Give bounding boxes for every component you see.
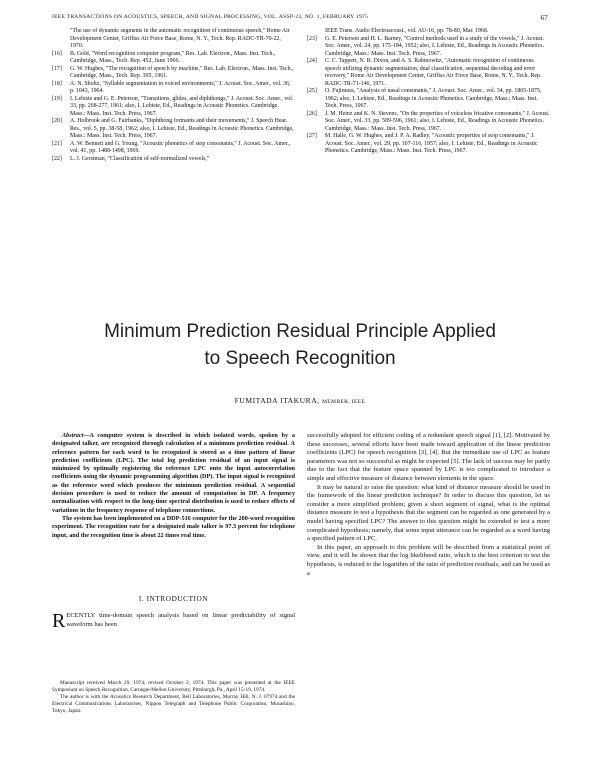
body-paragraph: It may be natural to raise the question: what kind of distance measure should be used in the framework of the linear prediction technique? In order to discuss this question, let us consider a more simplified problem; given a short segment of signal, what is the optimal distance measure to test a hypothesis that the segment can be regarded as one generated by a model having specified LPC? The answer to this question might be extended to test a more complicated hypothesis; namely, that some input utterance can be regarded as a word having a specified pattern of LPC. (307, 483, 550, 543)
body-paragraph: In this paper, an approach to this problem will be described from a statistical point of view, and it will be shown that the log likelihood ratio, which is the best criterion to test the hypothesis, is reduced to the logarithm of the ratio of prediction residuals, and can be used as a (307, 543, 550, 577)
intro-paragraph (52, 610, 295, 632)
reference-text: A. N. Sholtz, "Syllable segmentation in voiced environments," J. Acoust. Soc. Amer., vol. 36, p. 1043, 1964. (70, 80, 291, 94)
reference-text: B. Gold, "Word recognition computer program," Res. Lab. Electron., Mass. Inst. Tech., Cambridge, Mass., Tech. Rep. 452, June 1966. (70, 50, 276, 64)
footnote: Manuscript received March 29, 1974; revised October 2, 1974. This paper was presented at the IEEE Symposium on Speech Recognition, Carnegie-Mellon University, Pittsburgh, Pa., April 15-19, 1974. (52, 680, 295, 693)
reference-number: [16] (52, 50, 62, 57)
author-name: FUMITADA ITAKURA, (234, 396, 320, 405)
reference-number: [22] (52, 155, 62, 162)
author-line (0, 396, 600, 405)
running-header (52, 14, 548, 20)
title-line-2: to Speech Recognition (204, 348, 396, 369)
intro-text: ECENTLY time-domain speech analysis based on linear predictability of signal waveform has been (66, 612, 295, 628)
reference-number: [26] (307, 110, 317, 117)
reference-item (52, 28, 295, 51)
reference-text: "The use of dynamic segments in the automatic recognition of continuous speech," Rome Air Development Center, Griffiss Air Force Base, Rome, N. Y., Tech. Rep. RADC-TR-70-22, 1970. (70, 28, 290, 49)
abstract-text-2: The system has been implemented on a DDP-516 computer for the 200-word recognition experiment. The recognition rate for a designated male talker is 97.3 percent for telephone input, and the recognition time is about 22 times real time. (52, 514, 295, 539)
reference-text: M. Halle, G. W. Hughes, and J. P. A. Radley, "Acoustic properties of stop consonants," J. Acoust. Soc. Amer., vol. 29, pp. 107-116, 1957; also, I. Lehiste, Ed., Readings in Acoustic Phonetics. Cambridge, Mass.: Mass. Inst. Tech. Press, 1967. (325, 133, 538, 154)
reference-number: [23] (307, 35, 317, 42)
reference-number: [17] (52, 65, 62, 72)
page-number: 67 (540, 14, 548, 22)
abstract-text: —A computer system is described in which isolated words, spoken by a designated talker, are recognized through calculation of a minimum prediction residual. A reference pattern for each word to be recognized is stored as a time pattern of linear prediction coefficients (LPC). The total log prediction residual of an input signal is minimized by optimally registering the reference LPC onto the input autocorrelation coefficients using the dynamic programming algorithm (DP). The input signal is recognized as the reference word which produces the minimum prediction residual. A sequential decision procedure is used to reduce the amount of computation in DP. A frequency normalization with respect to the long-time spectral distribution is used to reduce effects of variations in the frequency response of telephone connections. (52, 432, 295, 514)
reference-item (307, 28, 550, 36)
reference-item (307, 36, 550, 59)
drop-cap: R (52, 610, 66, 632)
reference-number: [18] (52, 80, 62, 87)
reference-item (307, 88, 550, 111)
reference-item (52, 81, 295, 96)
reference-text: L. J. Gerstman, "Classification of self-normalized vowels," (70, 155, 210, 162)
reference-item (52, 156, 295, 164)
footnotes (52, 680, 295, 715)
reference-number: [21] (52, 140, 62, 147)
journal-line: IEEE TRANSACTIONS ON ACOUSTICS, SPEECH, AND SIGNAL PROCESSING, VOL. ASSP-23, NO. 1, FEBRUARY 1975 (52, 14, 369, 20)
reference-text: I. Lehiste and G. E. Peterson, "Transitions, glides, and diphthongs," J. Acoust. Soc. Amer., vol. 33, pp. 268-277, 1961; also, I. Lehiste, Ed., Readings in Acoustic Phonetics. Cambridge, Mass.: Mass. Inst. Tech. Press, 1967. (70, 95, 294, 117)
references-right-column (307, 28, 550, 156)
body-paragraph: successfully adopted for efficient coding of a redundant speech signal [1], [2]. Motivated by these successes, several efforts have been made toward application of the linear prediction coefficients (LPC) for speech recognition [3], [4]. But the immediate use of LPC as feature parameters was not so successful as might be expected [5]. The lack of success may be partly due to the fact that the feature space spanned by LPC is too complicated to introduce a simple and effective measure of distance between elements in the space. (307, 432, 550, 482)
footnote: The author is with the Acoustics Research Department, Bell Laboratories, Murray Hill, N. J. 07974 and the Electrical Communications Laboratories, Nippon Telegraph and Telephone Public Corporation, Musashino, Tokyo, Japan. (52, 693, 295, 714)
reference-text: A. W. Bennett and G. Young, "Acoustic phonetics of stop consonants," J. Acoust. Soc. Amer., vol. 41, pp. 1488-1498, 1969. (70, 140, 291, 154)
reference-number: [25] (307, 88, 317, 94)
reference-text: J. M. Heinz and K. N. Stevens, "On the properties of voiceless fricative consonants," J. Acoust. Soc. Amer., vol. 33, pp. 589-596, 1961; also, I. Lehiste, Ed., Readings in Acoustic Phonetics. Cambridge, Mass.: Mass. Inst. Tech. Press, 1967. (325, 110, 550, 132)
reference-item (52, 141, 295, 156)
reference-item (52, 66, 295, 81)
reference-item (52, 51, 295, 66)
author-role: MEMBER, IEEE (322, 399, 366, 405)
reference-item (307, 111, 550, 134)
reference-number: [24] (307, 58, 317, 64)
reference-text: C. C. Tappert, N. R. Dixon, and A. S. Rabinowitz, "Automatic recognition of continuous speech utilizing dynamic segmentation, dual classification, sequential decoding and error recovery," Rome Air Development Center, Griffiss Air Force Base, Rome, N. Y., Tech. Rep. RADC-TR-71-146, 1971. (325, 58, 542, 87)
article-title (0, 318, 600, 372)
abstract-lead: Abstract (62, 432, 84, 439)
abstract (52, 432, 295, 540)
section-heading: I. INTRODUCTION (138, 595, 209, 603)
reference-item (52, 96, 295, 119)
reference-text: G. E. Peterson and H. L. Barney, "Control methods used in a study of the vowels," J. Acoust. Soc. Amer., vol. 24, pp. 175-184, 1952; also, I. Lehiste, Ed., Readings in Acoustic Phonetics. Cambridge, Mass.: Mass. Inst. Tech. Press, 1967. (325, 35, 545, 57)
reference-number: [19] (52, 95, 62, 102)
reference-text: IEEE Trans. Audio Electroacoust., vol. AU-16, pp. 78-80, Mar. 1968. (325, 28, 489, 34)
reference-text: O. Fujimura, "Analysis of nasal consonants," J. Acoust. Soc. Amer., vol. 34, pp. 1865-1875, 1962; also, I. Lehiste, Ed., Readings in Acoustic Phonetics. Cambridge, Mass.: Mass. Inst. Tech. Press, 1967. (325, 88, 542, 109)
body-right-column (307, 432, 550, 578)
reference-item (307, 58, 550, 88)
reference-item (52, 118, 295, 141)
reference-text: A. Holbrook and G. Fairbanks, "Diphthong formants and their movements," J. Speech Hear. Res., vol. 5, pp. 38-58, 1962; also, I. Lehiste, Ed., Readings in Acoustic Phonetics. Cambridge, Mass.: Mass. Inst. Tech. Press, 1967. (70, 118, 294, 139)
title-line-1: Minimum Prediction Residual Principle Applied (104, 321, 496, 342)
references-left-column (52, 28, 295, 163)
reference-number: [27] (307, 133, 317, 139)
reference-number: [20] (52, 118, 62, 124)
reference-text: G. W. Hughes, "The recognition of speech by machine," Res. Lab. Electron., Mass. Inst. Tech., Cambridge, Mass., Tech. Rep. 395, 1961. (70, 65, 294, 79)
reference-item (307, 133, 550, 156)
